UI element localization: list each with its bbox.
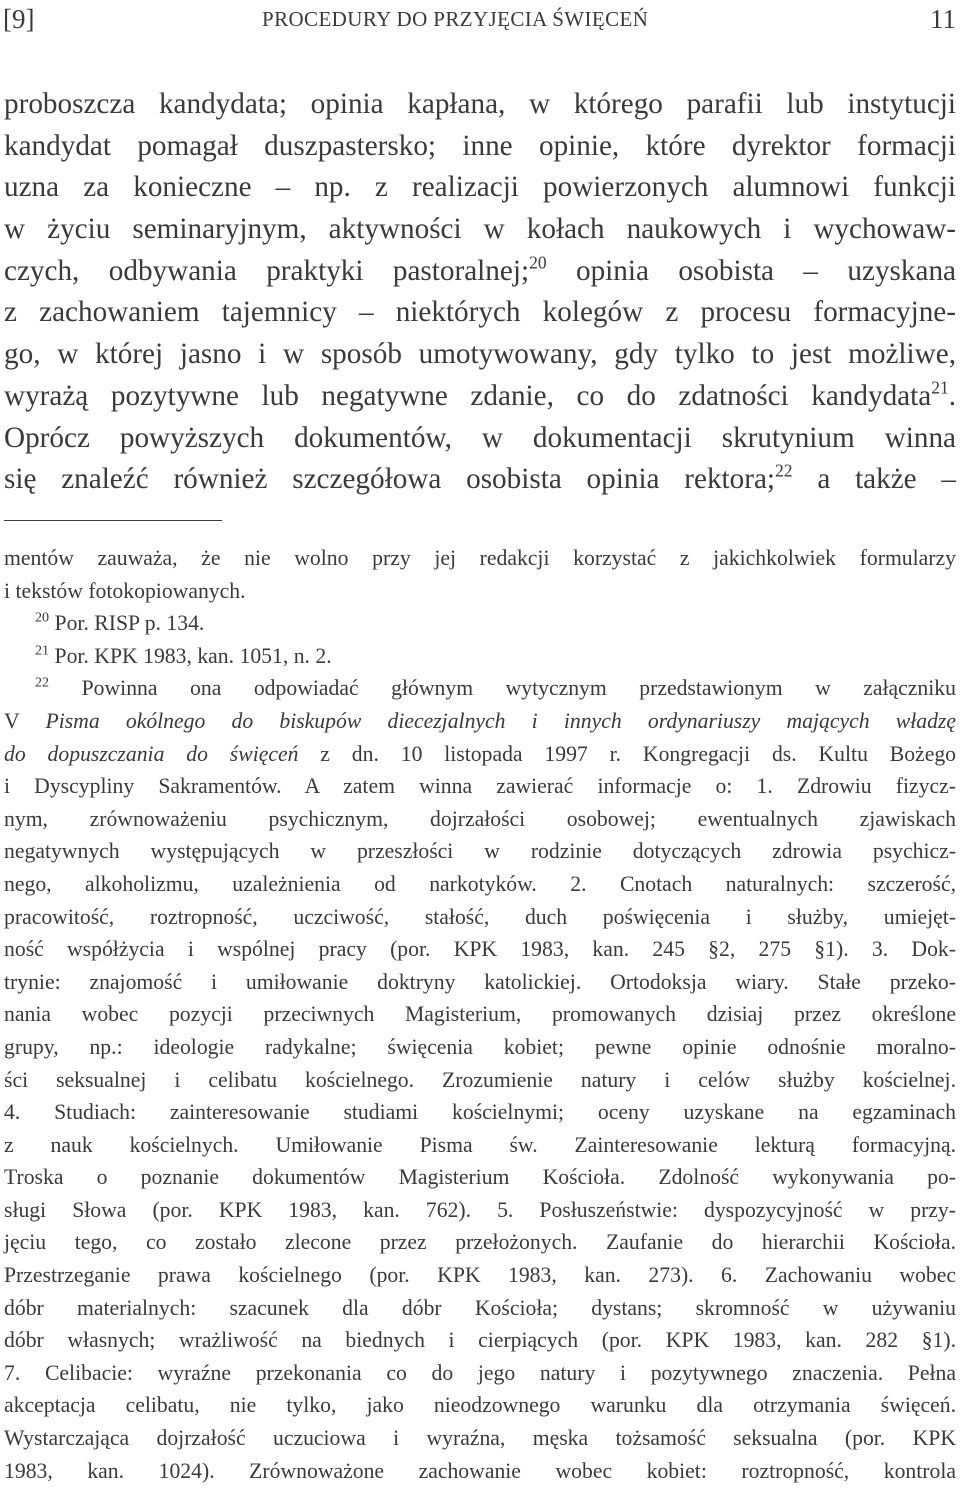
body-line: go, w której jasno i w sposób umotywowany, gdy tylko to jest możliwe,	[4, 338, 956, 371]
footnote-line: Troska o poznanie dokumentów Magisterium Kościoła. Zdolność wykonywania po-	[4, 1165, 956, 1190]
footnotes	[4, 542, 956, 1487]
footnote-line: Przestrzeganie prawa kościelnego (por. KPK 1983, kan. 273). 6. Zachowaniu wobec	[4, 1263, 956, 1288]
footnote-line: 1983, kan. 1024). Zrównoważone zachowanie wobec kobiet: roztropność, kontrola	[4, 1458, 956, 1483]
running-title: PROCEDURY DO PRZYJĘCIA ŚWIĘCEŃ	[262, 7, 649, 31]
footnote-line	[4, 705, 956, 738]
footnote-20	[4, 607, 956, 640]
document-title-italic: do dopuszczania do święceń	[4, 741, 299, 766]
footnote-line: nego, alkoholizmu, uzależnienia od narkotyków. 2. Cnotach naturalnych: szczerość,	[4, 871, 956, 896]
body-text-segment: a także –	[792, 463, 957, 496]
footnote-line	[4, 738, 956, 771]
footnote-line: dóbr własnych; wrażliwość na biednych i cierpiących (por. KPK 1983, kan. 282 §1).	[4, 1328, 956, 1353]
footnote-21	[4, 640, 956, 673]
footnote-line: grupy, np.: ideologie radykalne; święcenia kobiet; pewne opinie odnośnie moralno-	[4, 1034, 956, 1059]
body-line: Oprócz powyższych dokumentów, w dokumentacji skrutynium winna	[4, 421, 956, 454]
body-line: z zachowaniem tajemnicy – niektórych kolegów z procesu formacyjne-	[4, 296, 956, 329]
footnote-text: Powinna ona odpowiadać głównym wytycznym przedstawionym w załączniku	[49, 676, 956, 701]
footnote-22	[4, 672, 956, 705]
footnote-separator	[4, 520, 222, 521]
running-header	[0, 2, 960, 36]
footnote-marker: 22	[35, 674, 50, 691]
document-title-italic: Pisma okólnego do biskupów diecezjalnych i innych ordynariuszy mających władzę	[45, 708, 956, 733]
body-line	[4, 459, 956, 501]
footnote-line: nania wobec pozycji przeciwnych Magisterium, promowanych dzisiaj przez określone	[4, 1002, 956, 1027]
body-text-segment: .	[948, 379, 956, 412]
footnote-reference: 21	[931, 377, 949, 398]
body-text	[4, 84, 956, 501]
body-text-segment: opinia osobista – uzyskana	[546, 254, 957, 287]
footnote-line: 4. Studiach: zainteresowanie studiami kościelnymi; oceny uzyskane na egzaminach	[4, 1100, 956, 1125]
footnote-reference: 20	[529, 252, 547, 273]
footnote-line: pracowitość, roztropność, uczciwość, stałość, duch poświęcenia i służby, umiejęt-	[4, 904, 956, 929]
footnote-text: Por. KPK 1983, kan. 1051, n. 2.	[49, 643, 332, 668]
footnote-line: i Dyscypliny Sakramentów. A zatem winna zawierać informacje o: 1. Zdrowiu fizycz-	[4, 774, 956, 799]
page-number: 11	[930, 4, 956, 34]
footnote-line: akceptacja celibatu, nie tylko, jako nieodzownego warunku dla otrzymania święceń.	[4, 1393, 956, 1418]
footnote-line: jęciu tego, co zostało zlecone przez przełożonych. Zaufanie do hierarchii Kościoła.	[4, 1230, 956, 1255]
footnote-text: z dn. 10 listopada 1997 r. Kongregacji ds. Kultu Bożego	[298, 741, 957, 766]
body-line: w życiu seminaryjnym, aktywności w kołach naukowych i wychowaw-	[4, 213, 956, 246]
footnote-line: Wystarczająca dojrzałość uczuciowa i wyraźna, męska tożsamość seksualna (por. KPK	[4, 1426, 956, 1451]
footnote-continuation-line: i tekstów fotokopiowanych.	[4, 578, 246, 603]
footnote-text: Por. RISP p. 134.	[49, 611, 205, 636]
footnote-line: dóbr materialnych: szacunek dla dóbr Kościoła; dystans; skromność w używaniu	[4, 1295, 956, 1320]
footnote-line: ność współżycia i wspólnej pracy (por. KPK 1983, kan. 245 §2, 275 §1). 3. Dok-	[4, 937, 956, 962]
footnote-text: V	[4, 708, 46, 733]
body-text-segment: wyrażą pozytywne lub negatywne zdanie, co do zdatności kandydata	[4, 379, 932, 412]
footnote-line: sługi Słowa (por. KPK 1983, kan. 762). 5. Posłuszeństwie: dyspozycyjność w przy-	[4, 1197, 956, 1222]
body-text-segment: się znaleźć również szczegółowa osobista opinia rektora;	[4, 463, 776, 496]
footnote-line: negatywnych występujących w przeszłości w rodzinie dotyczących zdrowia psychicz-	[4, 839, 956, 864]
section-number: [9]	[3, 4, 35, 34]
body-text-segment: czych, odbywania praktyki pastoralnej;	[4, 254, 530, 287]
footnote-line: z nauk kościelnych. Umiłowanie Pisma św. Zainteresowanie lekturą formacyjną.	[4, 1132, 956, 1157]
body-line: kandydat pomagał duszpastersko; inne opinie, które dyrektor formacji	[4, 129, 956, 162]
footnote-line: 7. Celibacie: wyraźne przekonania co do jego natury i pozytywnego znaczenia. Pełna	[4, 1360, 956, 1385]
footnote-line: ści seksualnej i celibatu kościelnego. Zrozumienie natury i celów służby kościelnej.	[4, 1067, 956, 1092]
footnote-line: trynie: znajomość i umiłowanie doktryny katolickiej. Ortodoksja wiary. Stałe przeko-	[4, 969, 956, 994]
footnote-continuation-line: mentów zauważa, że nie wolno przy jej redakcji korzystać z jakichkolwiek formularzy	[4, 546, 956, 570]
body-line: proboszcza kandydata; opinia kapłana, w którego parafii lub instytucji	[4, 88, 956, 120]
body-line	[4, 376, 956, 418]
body-line	[4, 251, 956, 293]
footnote-marker: 21	[35, 642, 50, 659]
footnote-line: nym, zrównoważeniu psychicznym, dojrzałości osobowej; ewentualnych zjawiskach	[4, 806, 956, 831]
footnote-reference: 22	[775, 460, 793, 481]
footnote-marker: 20	[35, 609, 50, 626]
body-line: uzna za konieczne – np. z realizacji powierzonych alumnowi funkcji	[4, 171, 956, 204]
